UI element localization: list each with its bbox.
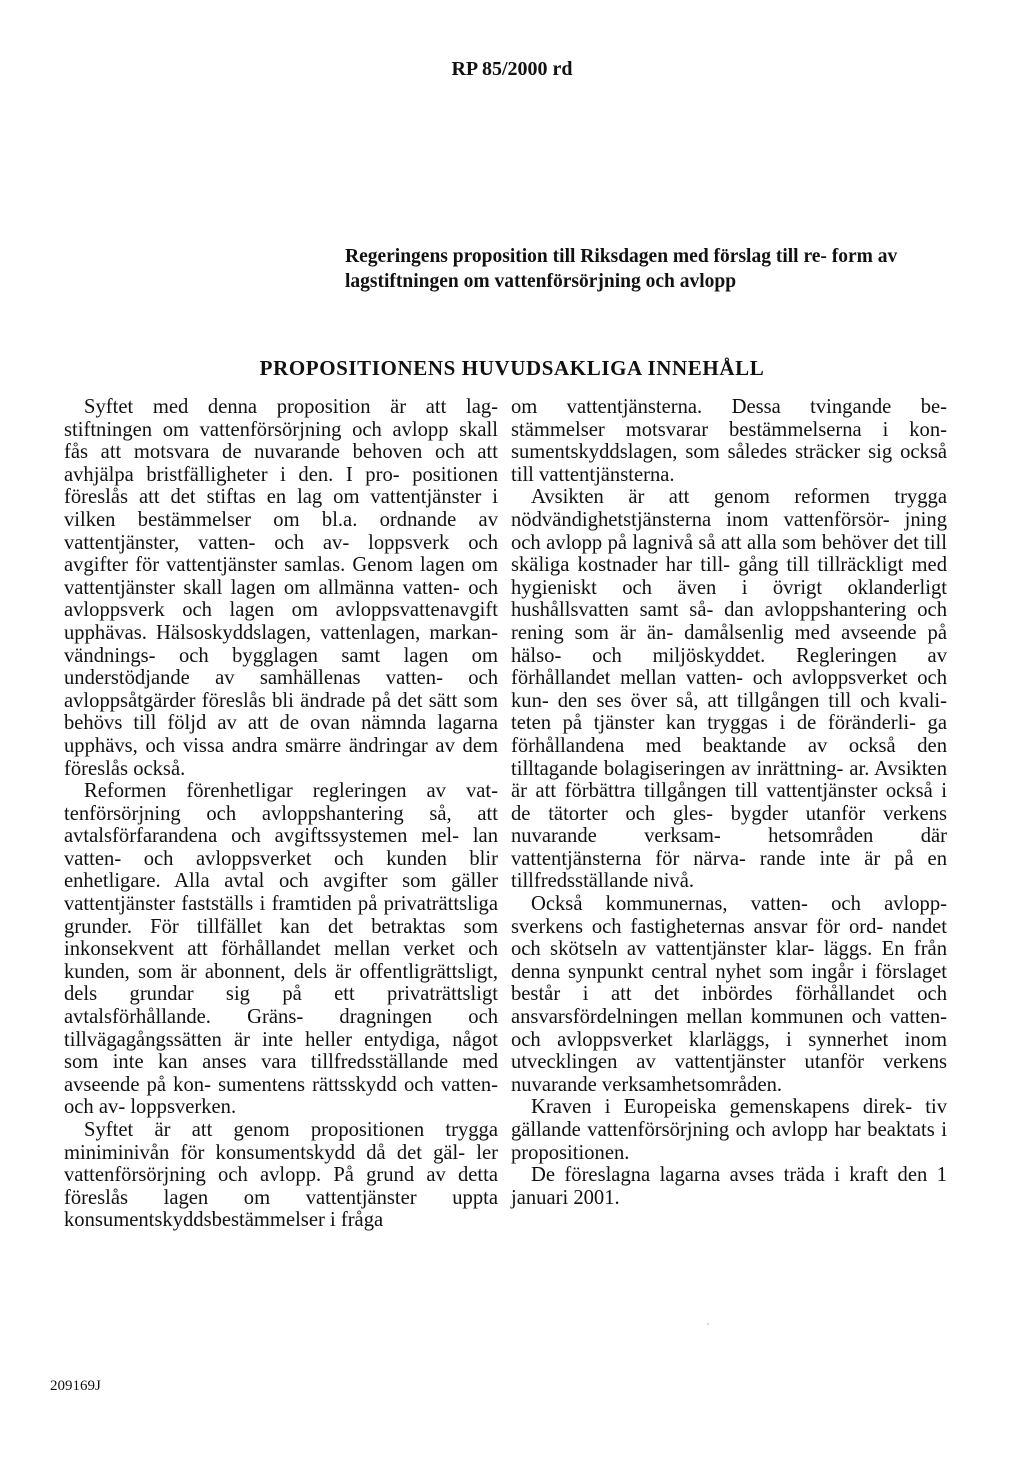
paragraph: Avsikten är att genom reformen trygga nödvändighetstjänsterna inom vattenförsör- jning och avlopp på lagnivå så att alla som behöver det till skäliga kostnader har till- gång till tillräckligt med hygieniskt och även i övrigt oklanderligt hushållsvatten samt så- dan avloppshantering och rening som är än- damålsenlig med avseende på hälso- och miljöskyddet. Regleringen av förhållandet mellan vatten- och avloppsverket och kun- den ses över så, att tillgången till och kvali- teten på tjänster kan tryggas i de föränderli- ga förhållandena med beaktande av också den tilltagande bolagiseringen av inrättning- ar. Avsikten är att förbättra tillgången till vattentjänster också i de tätorter och gles- bygder utanför verkens nuvarande verksam- hetsområden där vattentjänsterna för närva- rande inte är på en tillfredsställande nivå. bbox=[511, 486, 947, 893]
paragraph: Också kommunernas, vatten- och avlopp- sverkens och fastigheternas ansvar för ord- nandet och skötseln av vattentjänster klar- läggs. En från denna synpunkt central nyhet som ingår i förslaget består i att det inbördes förhållandet och ansvarsfördelningen mellan kommunen och vatten- och avloppsverket klarläggs, i synnerhet inom utvecklingen av vattentjänster utanför verkens nuvarande verksamhetsområden. bbox=[511, 893, 947, 1096]
scan-speck bbox=[707, 1323, 709, 1325]
document-number: RP 85/2000 rd bbox=[451, 58, 573, 80]
section-heading: PROPOSITIONENS HUVUDSAKLIGA INNEHÅLL bbox=[259, 356, 765, 380]
paragraph: Reformen förenhetligar regleringen av vat- tenförsörjning och avloppshantering så, att avtalsförfarandena och avgiftssystemen mel- lan vatten- och avloppsverket och kunden blir enhetligare. Alla avtal och avgifter som gäller vattentjänster fastställs i framtiden på privaträttsliga grunder. För tillfället kan det betraktas som inkonsekvent att förhållandet mellan verket och kunden, som är abonnent, dels är offentligrättsligt, dels grundar sig på ett privaträttsligt avtalsförhållande. Gräns- dragningen och tillvägagångssätten är inte heller entydiga, något som inte kan anses vara tillfredsställande med avseende på kon- sumentens rättsskydd och vatten- och av- loppsverken. bbox=[64, 780, 498, 1119]
left-column bbox=[64, 396, 498, 1232]
paragraph: Kraven i Europeiska gemenskapens direk- tiv gällande vattenförsörjning och avlopp har beaktats i propositionen. bbox=[511, 1096, 947, 1164]
paragraph: Syftet med denna proposition är att lag- stiftningen om vattenförsörjning och avlopp skall fås att motsvara de nuvarande behoven och att avhjälpa bristfälligheter i den. I pro- positionen föreslås att det stiftas en lag om vattentjänster i vilken bestämmelser om bl.a. ordnande av vattentjänster, vatten- och av- loppsverk och avgifter för vattentjänster samlas. Genom lagen om vattentjänster skall lagen om allmänna vatten- och avloppsverk och lagen om avloppsvattenavgift upphävas. Hälsoskyddslagen, vattenlagen, markan- vändnings- och bygglagen samt lagen om understödjande av samhällenas vatten- och avloppsåtgärder föreslås bli ändrade på det sätt som behövs till följd av att de ovan nämnda lagarna upphävs, och vissa andra smärre ändringar av dem föreslås också. bbox=[64, 396, 498, 780]
print-code: 209169J bbox=[50, 1378, 101, 1394]
paragraph: Syftet är att genom propositionen trygga miniminivån för konsumentskydd då det gäl- ler vattenförsörjning och avlopp. På grund av detta föreslås lagen om vattentjänster uppta konsumentskyddsbestämmelser i fråga bbox=[64, 1119, 498, 1232]
document-title: Regeringens proposition till Riksdagen med förslag till re- form av lagstiftningen om vattenförsörjning och avlopp bbox=[345, 246, 898, 292]
right-column bbox=[511, 396, 947, 1209]
paragraph: om vattentjänsterna. Dessa tvingande be- stämmelser motsvarar bestämmelserna i kon- sumentskyddslagen, som således sträcker sig också till vattentjänsterna. bbox=[511, 396, 947, 486]
paragraph: De föreslagna lagarna avses träda i kraft den 1 januari 2001. bbox=[511, 1164, 947, 1209]
